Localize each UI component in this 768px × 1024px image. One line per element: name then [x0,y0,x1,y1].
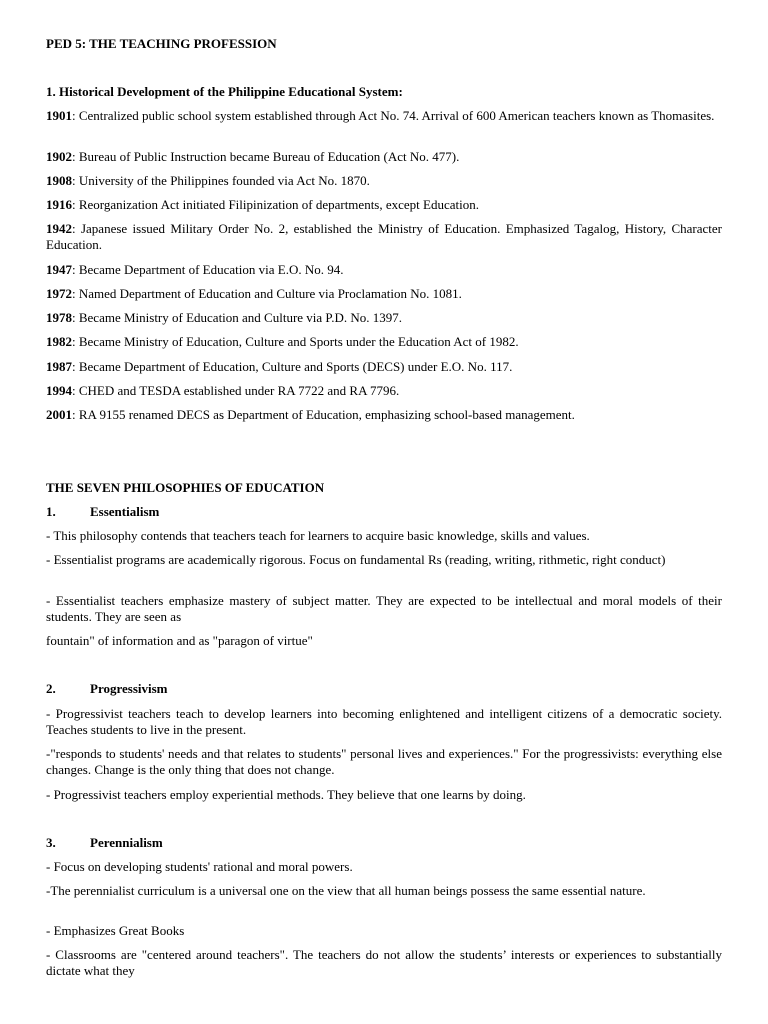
entry-text: : Became Department of Education, Culture and Sports (DECS) under E.O. No. 117. [72,359,513,374]
entry-year: 1987 [46,359,72,374]
philosophy-number: 1. [46,504,56,519]
philosophy-name: Essentialism [90,504,160,519]
entry-text: : Became Ministry of Education and Culture via P.D. No. 1397. [72,310,403,325]
essentialism-paragraph: fountain" of information and as "paragon of virtue" [46,633,313,648]
entry-text: : University of the Philippines founded via Act No. 1870. [72,173,370,188]
progressivism-paragraph: - Progressivist teachers employ experiential methods. They believe that one learns by doing. [46,787,526,802]
philosophy-number: 3. [46,835,56,850]
entry-year: 1947 [46,262,72,277]
history-entry-1972 [46,286,722,302]
entry-text: : CHED and TESDA established under RA 7722 and RA 7796. [72,383,400,398]
entry-text: : Named Department of Education and Culture via Proclamation No. 1081. [72,286,462,301]
philosophy-title-perennialism [46,835,722,851]
entry-year: 1978 [46,310,72,325]
entry-year: 1901 [46,108,72,123]
history-entry-1947 [46,262,722,278]
entry-text: : Bureau of Public Instruction became Bureau of Education (Act No. 477). [72,149,460,164]
history-entry-1994 [46,383,722,399]
section-heading-philosophies: THE SEVEN PHILOSOPHIES OF EDUCATION [46,480,325,495]
history-entry-1901 [46,108,722,124]
philosophy-number: 2. [46,681,56,696]
essentialism-paragraph: - Essentialist teachers emphasize mastery of subject matter. They are expected to be intellectual and moral models of their students. They are seen as [46,593,722,624]
essentialism-paragraph: - Essentialist programs are academically rigorous. Focus on fundamental Rs (reading, writing, rithmetic, right conduct) [46,552,666,567]
progressivism-paragraph: - Progressivist teachers teach to develop learners into becoming enlightened and intelligent citizens of a democratic society. Teaches students to live in the present. [46,706,722,737]
perennialism-paragraph: -The perennialist curriculum is a universal one on the view that all human beings possess the same essential nature. [46,883,646,898]
history-entry-1978 [46,310,722,326]
progressivism-paragraph: -"responds to students' needs and that relates to students" personal lives and experiences." For the progressivists: everything else changes. Change is the only thing that does not change. [46,746,722,777]
history-entry-1942 [46,221,722,253]
history-entry-1908 [46,173,722,189]
philosophy-title-essentialism [46,504,722,520]
history-entry-1902 [46,149,722,165]
entry-year: 1994 [46,383,72,398]
perennialism-paragraph: - Emphasizes Great Books [46,923,185,938]
entry-text: : Japanese issued Military Order No. 2, established the Ministry of Education. Emphasized Tagalog, History, Character Education. [46,221,722,252]
section-heading-history: 1. Historical Development of the Philippine Educational System: [46,84,403,99]
document-title: PED 5: THE TEACHING PROFESSION [46,36,277,51]
history-entry-1987 [46,359,722,375]
history-entry-1982 [46,334,722,350]
entry-year: 1982 [46,334,72,349]
philosophy-name: Perennialism [90,835,163,850]
essentialism-paragraph: - This philosophy contends that teachers teach for learners to acquire basic knowledge, skills and values. [46,528,590,543]
entry-year: 1902 [46,149,72,164]
philosophy-title-progressivism [46,681,722,697]
entry-year: 1972 [46,286,72,301]
entry-text: : Became Department of Education via E.O. No. 94. [72,262,344,277]
entry-year: 1908 [46,173,72,188]
philosophy-name: Progressivism [90,681,168,696]
entry-text: : Became Ministry of Education, Culture and Sports under the Education Act of 1982. [72,334,519,349]
entry-year: 1916 [46,197,72,212]
perennialism-paragraph: - Classrooms are "centered around teachers". The teachers do not allow the students’ interests or experiences to substantially dictate what they [46,947,722,978]
history-entry-1916 [46,197,722,213]
entry-year: 1942 [46,221,72,236]
entry-text: : Reorganization Act initiated Filipinization of departments, except Education. [72,197,479,212]
entry-text: : Centralized public school system established through Act No. 74. Arrival of 600 American teachers known as Thomasites. [72,108,715,123]
entry-text: : RA 9155 renamed DECS as Department of Education, emphasizing school-based management. [72,407,575,422]
history-entry-2001 [46,407,722,423]
entry-year: 2001 [46,407,72,422]
perennialism-paragraph: - Focus on developing students' rational and moral powers. [46,859,353,874]
